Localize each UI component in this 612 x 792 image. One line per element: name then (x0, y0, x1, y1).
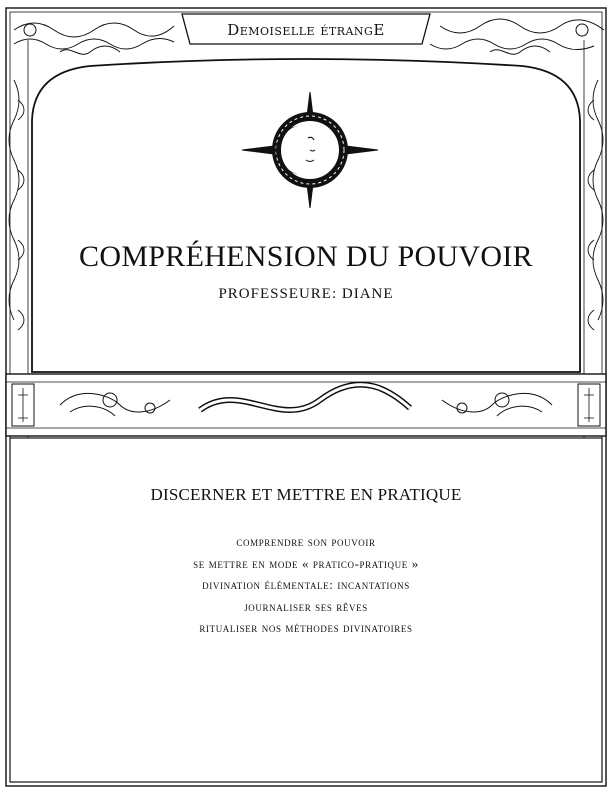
compass-moon-emblem-icon (242, 92, 378, 208)
topic-item: ritualiser nos méthodes divinatoires (199, 620, 413, 635)
divider-band (6, 374, 606, 436)
section-title: DISCERNER ET METTRE EN PRATIQUE (150, 485, 462, 504)
topic-item: journaliser ses rêves (244, 598, 368, 614)
brand-name: Demoiselle étrangE (227, 21, 385, 39)
topic-item: comprendre son pouvoir (236, 534, 376, 549)
topic-item: divination élémentale: incantations (202, 577, 410, 592)
course-title: COMPRÉHENSION DU POUVOIR (79, 240, 533, 273)
topic-list (40, 531, 572, 639)
topic-item: se mettre en mode « pratico-pratique » (193, 555, 419, 571)
teacher-name: PROFESSEURE: DIANE (218, 286, 394, 302)
